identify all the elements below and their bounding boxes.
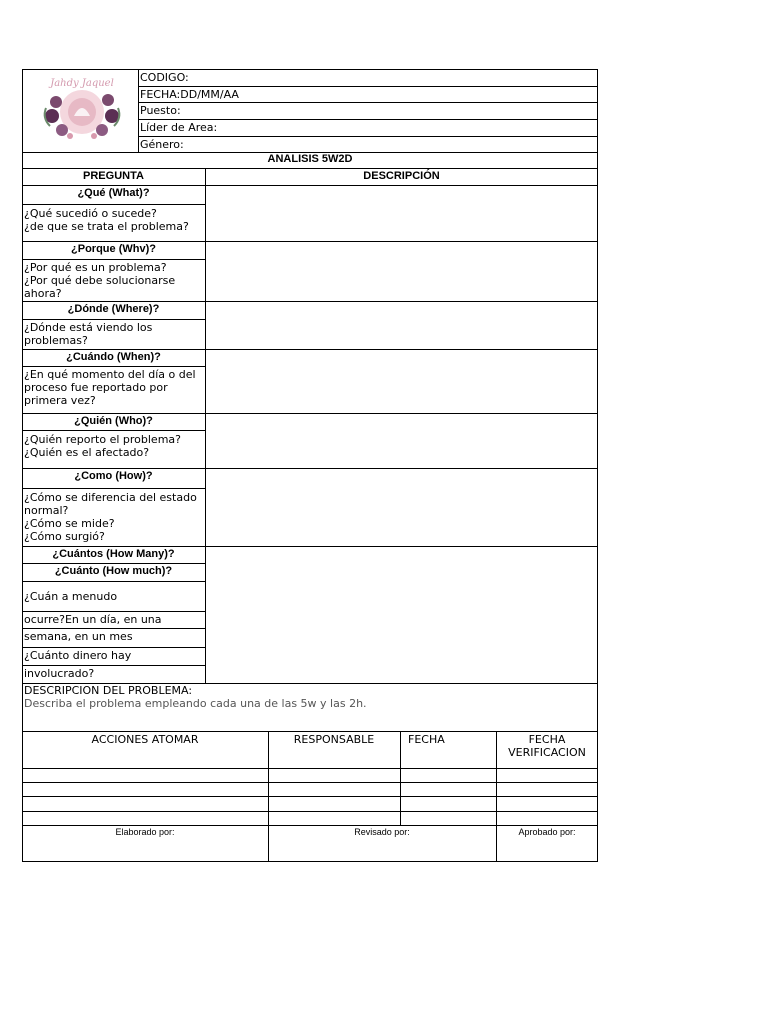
howmuch-line-3: semana, en un mes — [24, 630, 133, 643]
howmuch-description-field[interactable] — [206, 547, 597, 683]
acciones-header: ACCIONES ATOMAR — [91, 733, 199, 746]
how-title: ¿Como (How)? — [74, 470, 153, 482]
howmuch-line-5: involucrado? — [24, 667, 95, 680]
elaborado-label: Elaborado por: — [115, 827, 175, 837]
action-row[interactable] — [23, 812, 597, 825]
who-description-field[interactable] — [206, 414, 597, 468]
action-row[interactable] — [23, 797, 597, 811]
revisado-label: Revisado por: — [354, 827, 410, 837]
pregunta-header: PREGUNTA — [83, 170, 144, 182]
how-description-field[interactable] — [206, 469, 597, 546]
header-divider — [138, 69, 139, 152]
puesto-label[interactable]: Puesto: — [140, 104, 181, 117]
who-title: ¿Quién (Who)? — [74, 415, 153, 427]
what-description-field[interactable] — [206, 186, 597, 241]
why-body: ¿Por qué es un problema? ¿Por qué debe solucionarse ahora? — [24, 261, 176, 300]
howmany-title: ¿Cuántos (How Many)? — [52, 548, 175, 560]
where-title: ¿Dónde (Where)? — [67, 303, 160, 315]
company-logo — [32, 72, 132, 148]
action-row[interactable] — [23, 783, 597, 796]
fecha-label[interactable]: FECHA:DD/MM/AA — [140, 88, 239, 101]
responsable-header: RESPONSABLE — [293, 733, 375, 746]
what-title: ¿Qué (What)? — [77, 187, 150, 199]
svg-text:Jahdy Jaquel: Jahdy Jaquel — [50, 78, 114, 89]
lider-area-label[interactable]: Líder de Area: — [140, 121, 218, 134]
descripcion-header: DESCRIPCIÓN — [363, 170, 440, 182]
aprobado-label: Aprobado por: — [518, 827, 576, 837]
genero-label[interactable]: Género: — [140, 138, 184, 151]
howmuch-title: ¿Cuánto (How much)? — [54, 565, 173, 577]
where-body: ¿Dónde está viendo los problemas? — [24, 321, 153, 347]
why-title: ¿Porque (Whv)? — [71, 243, 156, 255]
howmuch-line-1: ¿Cuán a menudo — [24, 590, 118, 603]
floral-wreath-logo-icon — [32, 72, 132, 148]
what-body: ¿Qué sucedió o sucede? ¿de que se trata el problema? — [24, 207, 189, 233]
howmuch-line-4: ¿Cuánto dinero hay — [24, 649, 132, 662]
when-title: ¿Cuándo (When)? — [66, 351, 161, 363]
where-description-field[interactable] — [206, 302, 597, 349]
codigo-label[interactable]: CODIGO: — [140, 71, 189, 84]
when-description-field[interactable] — [206, 350, 597, 413]
why-description-field[interactable] — [206, 242, 597, 301]
problem-label: DESCRIPCION DEL PROBLEMA: — [24, 684, 193, 697]
fecha-header: FECHA — [408, 733, 445, 746]
problem-hint[interactable]: Describa el problema empleando cada una de las 5w y las 2h. — [24, 697, 367, 710]
when-body: ¿En qué momento del día o del proceso fue reportado por primera vez? — [24, 368, 196, 407]
fecha-verificacion-header: FECHA VERIFICACION — [508, 733, 586, 759]
howmuch-line-2: ocurre?En un día, en una — [24, 613, 162, 626]
action-row[interactable] — [23, 769, 597, 782]
who-body: ¿Quién reporto el problema? ¿Quién es el afectado? — [24, 433, 181, 459]
how-body: ¿Cómo se diferencia del estado normal? ¿Cómo se mide? ¿Cómo surgió? — [24, 491, 197, 543]
form-title: ANALISIS 5W2D — [267, 153, 353, 165]
